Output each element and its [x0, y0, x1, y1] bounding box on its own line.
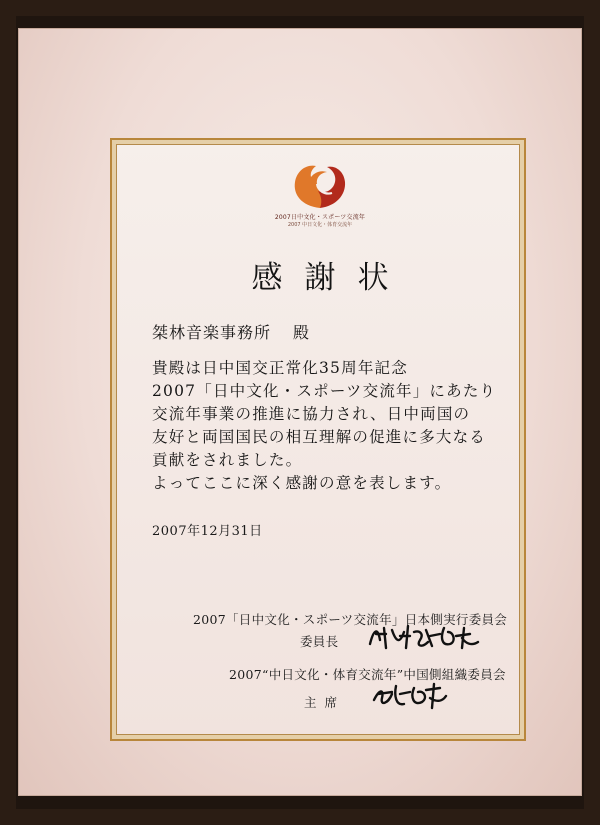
recipient-honorific: 殿 [293, 323, 311, 342]
china-committee-role: 主席 [304, 695, 346, 710]
exchange-year-logo [291, 160, 349, 212]
body-line: 貢献をされました。 [152, 451, 303, 469]
certificate-body [152, 357, 512, 495]
recipient-line [152, 320, 310, 343]
china-chair-signature [370, 680, 450, 712]
japan-chair-signature [366, 622, 486, 652]
logo-subcaption: 2007 中日文化・体育交流年 [287, 222, 353, 228]
body-line: 2007「日中文化・スポーツ交流年」にあたり [152, 382, 497, 400]
issue-date: 2007年12月31日 [152, 524, 263, 539]
japan-committee-name: 2007「日中文化・スポーツ交流年」日本側実行委員会 [193, 612, 508, 627]
body-line: よってここに深く感謝の意を表します。 [152, 474, 452, 492]
body-line: 貴殿は日中国交正常化35周年記念 [152, 359, 408, 377]
china-committee-name: 2007“中日文化・体育交流年”中国側組織委員会 [229, 667, 506, 682]
logo-caption: 2007日中文化・スポーツ交流年 [274, 214, 366, 221]
certificate-panel [110, 138, 526, 741]
mat-board [18, 28, 582, 796]
japan-committee-role: 委員長 [300, 634, 339, 649]
certificate-title: 感謝状 [251, 260, 411, 296]
recipient-name: 桀林音楽事務所 [152, 323, 272, 342]
body-line: 交流年事業の推進に協力され、日中両国の [152, 405, 471, 423]
body-line: 友好と両国国民の相互理解の促進に多大なる [152, 428, 487, 446]
